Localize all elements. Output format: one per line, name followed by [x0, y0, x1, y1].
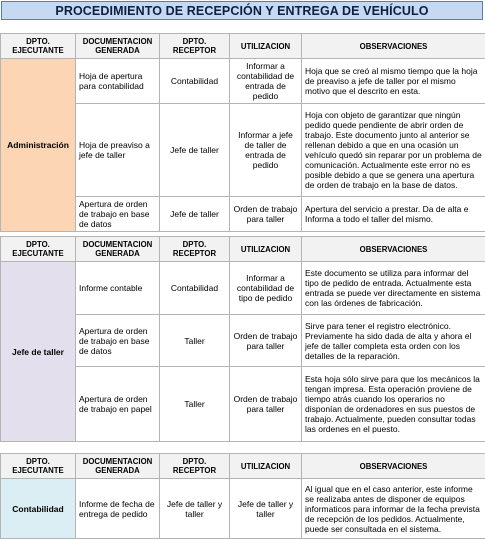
table-row	[1, 59, 485, 104]
util-cell: Informar a contabilidad de tipo de pedido	[230, 262, 302, 315]
section-contabilidad	[0, 453, 485, 539]
header-receptor: DPTO. RECEPTOR	[160, 454, 230, 479]
util-cell: Jefe de taller y taller	[230, 479, 302, 539]
header-util: UTILIZACION	[230, 454, 302, 479]
header-doc: DOCUMENTACION GENERADA	[76, 34, 160, 59]
doc-cell: Apertura de orden de trabajo en base de datos	[76, 315, 160, 367]
receptor-cell: Contabilidad	[160, 262, 230, 315]
header-row	[1, 34, 485, 59]
header-obs: OBSERVACIONES	[302, 34, 485, 59]
page-title: PROCEDIMIENTO DE RECEPCIÓN Y ENTREGA DE VEHÍCULO	[1, 1, 483, 20]
header-util: UTILIZACION	[230, 237, 302, 262]
obs-cell: Esta hoja sólo sirve para que los mecánicos la tengan impresa. Esta operación proviene de tiempo atrás cuando los operarios no disponían de ordenadores en sus puestos de trabajo. Actualmente, pueden consultar todas las ordenes en el puesto.	[302, 367, 485, 442]
doc-cell: Hoja de preaviso a jefe de taller	[76, 104, 160, 197]
util-cell: Orden de trabajo para taller	[230, 367, 302, 442]
receptor-cell: Jefe de taller	[160, 197, 230, 232]
section-administracion	[0, 33, 485, 232]
obs-cell: Hoja con objeto de garantizar que ningún pedido quede pendiente de abrir orden de trabajo. Este documento junto al anterior se rellenan debido a que en una ocasión un vehículo quedó sin reparar por un problema de comunicación. Actualmente este error no es posible debido a que se genera una apertura de orden de trabajo en la base de datos.	[302, 104, 485, 197]
doc-cell: Informe de fecha de entrega de pedido	[76, 479, 160, 539]
util-cell: Informar a contabilidad de entrada de pedido	[230, 59, 302, 104]
table-row	[1, 479, 485, 539]
section-jefe-de-taller	[0, 236, 485, 442]
doc-cell: Apertura de orden de trabajo en base de datos	[76, 197, 160, 232]
header-row	[1, 454, 485, 479]
obs-cell: Sirve para tener el registro electrónico. Previamente ha sido dada de alta y ahora el jefe de taller completa esta orden con los detalles de la reparación.	[302, 315, 485, 367]
obs-cell: Al igual que en el caso anterior, este informe se realizaba antes de disponer de equipos informaticos para informar de la fecha prevista de recepción de los pedidos. Actualmente, puede ser consultada en el sistema.	[302, 479, 485, 539]
header-doc: DOCUMENTACION GENERADA	[76, 454, 160, 479]
obs-cell: Hoja que se creó al mismo tiempo que la hoja de preaviso a jefe de taller por el mismo motivo que el descrito en esta.	[302, 59, 485, 104]
header-util: UTILIZACION	[230, 34, 302, 59]
receptor-cell: Jefe de taller y taller	[160, 479, 230, 539]
doc-cell: Apertura de orden de trabajo en papel	[76, 367, 160, 442]
obs-cell: Apertura del servicio a prestar. Da de alta e Informa a todo el taller del mismo.	[302, 197, 485, 232]
header-receptor: DPTO. RECEPTOR	[160, 237, 230, 262]
dept-cell: Administración	[1, 59, 76, 232]
dept-cell: Jefe de taller	[1, 262, 76, 442]
receptor-cell: Taller	[160, 315, 230, 367]
header-receptor: DPTO. RECEPTOR	[160, 34, 230, 59]
util-cell: Orden de trabajo para taller	[230, 315, 302, 367]
header-row	[1, 237, 485, 262]
receptor-cell: Contabilidad	[160, 59, 230, 104]
header-obs: OBSERVACIONES	[302, 454, 485, 479]
receptor-cell: Jefe de taller	[160, 104, 230, 197]
header-doc: DOCUMENTACION GENERADA	[76, 237, 160, 262]
header-dept: DPTO. EJECUTANTE	[1, 237, 76, 262]
obs-cell: Este documento se utiliza para informar del tipo de pedido de entrada. Actualmente esta entrada se puede ver directamente en sistema con las órdenes de fabricación.	[302, 262, 485, 315]
util-cell: Orden de trabajo para taller	[230, 197, 302, 232]
dept-cell: Contabilidad	[1, 479, 76, 539]
receptor-cell: Taller	[160, 367, 230, 442]
doc-cell: Hoja de apertura para contabilidad	[76, 59, 160, 104]
doc-cell: Informe contable	[76, 262, 160, 315]
util-cell: Informar a jefe de taller de entrada de pedido	[230, 104, 302, 197]
header-obs: OBSERVACIONES	[302, 237, 485, 262]
table-row	[1, 262, 485, 315]
header-dept: DPTO. EJECUTANTE	[1, 34, 76, 59]
header-dept: DPTO. EJECUTANTE	[1, 454, 76, 479]
